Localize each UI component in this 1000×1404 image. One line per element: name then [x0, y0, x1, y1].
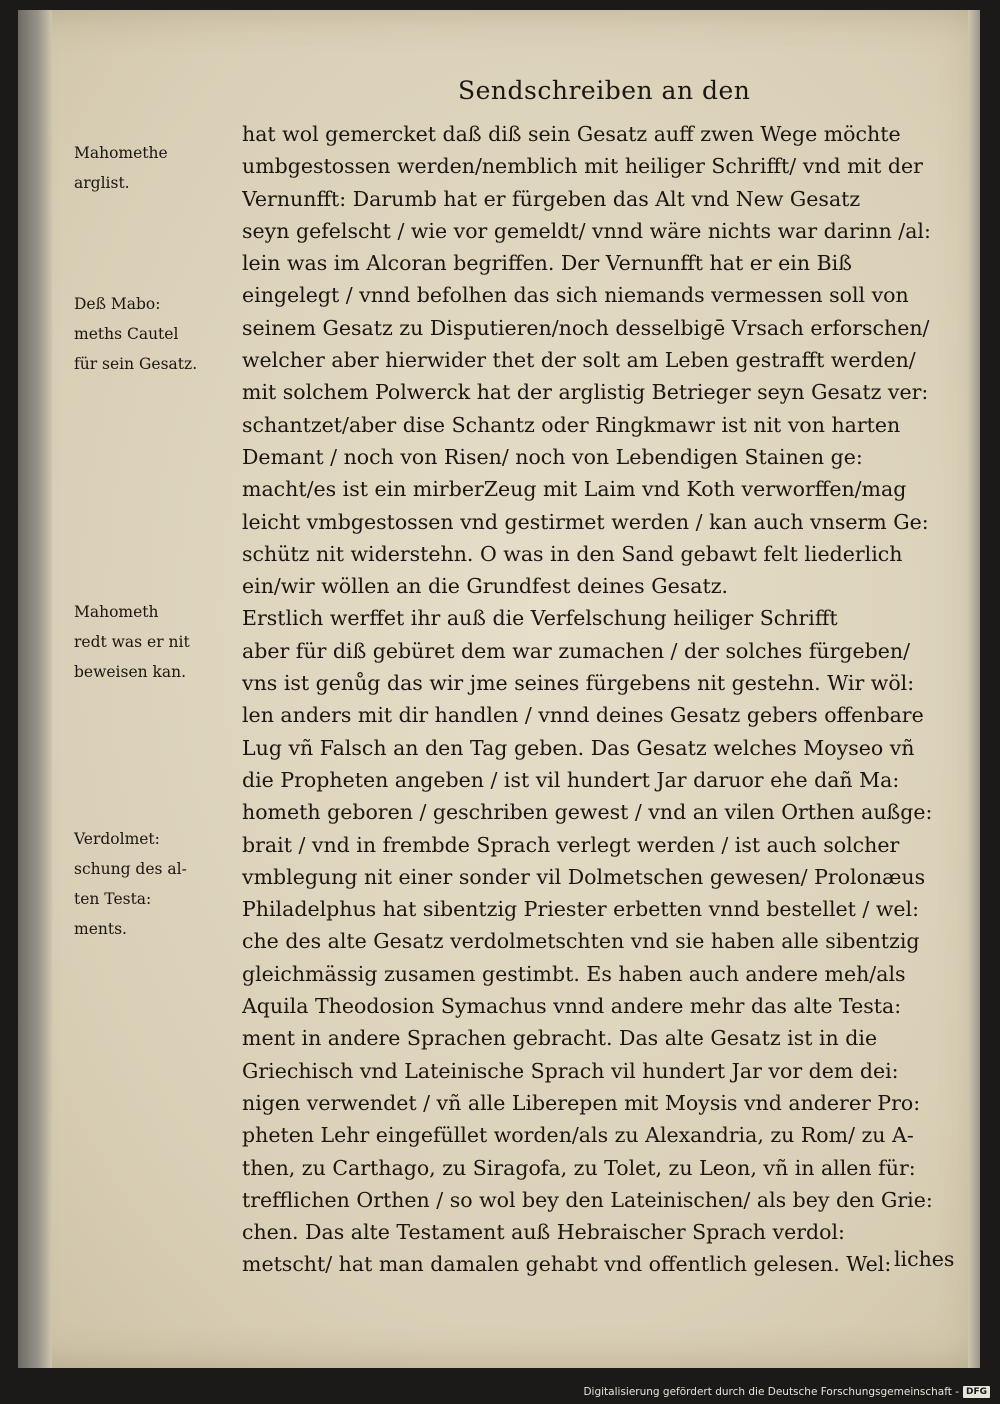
margin-note-line: redt was er nit: [74, 633, 190, 651]
margin-note-4: [74, 824, 234, 944]
body-line: Griechisch vnd Lateinische Sprach vil hundert Jar vor dem dei:: [242, 1058, 899, 1083]
body-line: ment in andere Sprachen gebracht. Das alte Gesatz ist in die: [242, 1026, 878, 1051]
body-line: hometh geboren / geschriben gewest / vnd an vilen Orthen außge:: [242, 800, 933, 825]
body-line: trefflichen Orthen / so wol bey den Lateinischen/ als bey den Grie:: [242, 1187, 933, 1212]
body-line: vmblegung nit einer sonder vil Dolmetschen gewesen/ Prolonæus: [242, 864, 926, 889]
dfg-logo: DFG: [963, 1386, 990, 1398]
margin-note-1: [74, 138, 234, 198]
margin-note-line: für sein Gesatz.: [74, 355, 198, 373]
body-line: hat wol gemercket daß diß sein Gesatz auff zwen Wege möchte: [242, 122, 901, 146]
body-line: pheten Lehr eingefüllet worden/als zu Alexandria, zu Rom/ zu A-: [242, 1123, 914, 1148]
body-line: nigen verwendet / vñ alle Liberepen mit Moysis vnd anderer Pro:: [242, 1090, 921, 1115]
body-line: ein/wir wöllen an die Grundfest deines Gesatz.: [242, 574, 729, 599]
body-line: Vernunfft: Darumb hat er fürgeben das Alt vnd New Gesatz: [242, 186, 861, 211]
page-gutter-left: [18, 10, 52, 1368]
margin-note-line: Verdolmet:: [74, 830, 160, 848]
body-line: seinem Gesatz zu Disputieren/noch desselbigē Vrsach erforschen/: [242, 315, 930, 340]
body-line: schütz nit widerstehn. O was in den Sand gebawt felt liederlich: [242, 541, 903, 566]
book-page: [18, 10, 980, 1368]
margin-note-line: Mahomethe: [74, 144, 168, 162]
body-line: Aquila Theodosion Symachus vnnd andere mehr das alte Testa:: [242, 994, 902, 1019]
footer-text: Digitalisierung gefördert durch die Deutsche Forschungsgemeinschaft -: [583, 1386, 959, 1398]
body-line: welcher aber hierwider thet der solt am Leben gestrafft werden/: [242, 348, 916, 373]
body-line: leicht vmbgestossen vnd gestirmet werden / kan auch vnserm Ge:: [242, 509, 929, 534]
body-line: vns ist genůg das wir jme seines fürgebens nit gestehn. Wir wöl:: [242, 671, 915, 696]
body-line: Erstlich werffet ihr auß die Verfelschung heiliger Schrifft: [242, 606, 838, 631]
margin-note-line: arglist.: [74, 174, 130, 192]
body-line: Lug vñ Falsch an den Tag geben. Das Gesatz welches Moyseo vñ: [242, 735, 915, 760]
body-line: gleichmässig zusamen gestimbt. Es haben auch andere meh/als: [242, 961, 906, 986]
body-line: Demant / noch von Risen/ noch von Lebendigen Stainen ge:: [242, 444, 863, 469]
body-line: metscht/ hat man damalen gehabt vnd offentlich gelesen. Wel:: [242, 1252, 892, 1277]
digitization-footer: [583, 1386, 990, 1398]
margin-note-3: [74, 597, 234, 687]
body-text: [242, 118, 974, 1281]
margin-note-line: ten Testa:: [74, 890, 152, 908]
margin-note-line: beweisen kan.: [74, 663, 187, 681]
body-line: macht/es ist ein mirberZeug mit Laim vnd Koth verworffen/mag: [242, 477, 907, 502]
body-line: len anders mit dir handlen / vnnd deines Gesatz gebers offenbare: [242, 703, 924, 728]
body-line: then, zu Carthago, zu Siragofa, zu Tolet, zu Leon, vñ in allen für:: [242, 1155, 916, 1180]
body-line: schantzet/aber dise Schantz oder Ringkmawr ist nit von harten: [242, 412, 901, 437]
running-head: Sendschreiben an den: [458, 76, 751, 105]
margin-note-2: [74, 289, 234, 379]
margin-note-line: schung des al-: [74, 860, 187, 878]
margin-note-line: Mahometh: [74, 603, 159, 621]
body-line: mit solchem Polwerck hat der arglistig Betrieger seyn Gesatz ver:: [242, 380, 929, 405]
body-line: die Propheten angeben / ist vil hundert Jar daruor ehe dañ Ma:: [242, 767, 900, 792]
body-line: che des alte Gesatz verdolmetschten vnd sie haben alle sibentzig: [242, 929, 920, 954]
body-line: lein was im Alcoran begriffen. Der Vernunfft hat er ein Biß: [242, 251, 852, 276]
body-line: umbgestossen werden/nemblich mit heiliger Schrifft/ vnd mit der: [242, 154, 923, 179]
margin-note-line: Deß Mabo:: [74, 295, 161, 313]
body-line: aber für diß gebüret dem war zumachen / der solches fürgeben/: [242, 638, 911, 663]
body-line: brait / vnd in frembde Sprach verlegt werden / ist auch solcher: [242, 832, 900, 857]
body-line: chen. Das alte Testament auß Hebraischer Sprach verdol:: [242, 1220, 845, 1245]
body-line: eingelegt / vnnd befolhen das sich niemands vermessen soll von: [242, 283, 909, 308]
body-line: seyn gefelscht / wie vor gemeldt/ vnnd wäre nichts war darinn /al:: [242, 218, 931, 243]
body-line: Philadelphus hat sibentzig Priester erbetten vnnd bestellet / wel:: [242, 897, 919, 922]
margin-note-line: meths Cautel: [74, 325, 179, 343]
catchword: liches: [894, 1247, 955, 1271]
margin-note-line: ments.: [74, 920, 127, 938]
